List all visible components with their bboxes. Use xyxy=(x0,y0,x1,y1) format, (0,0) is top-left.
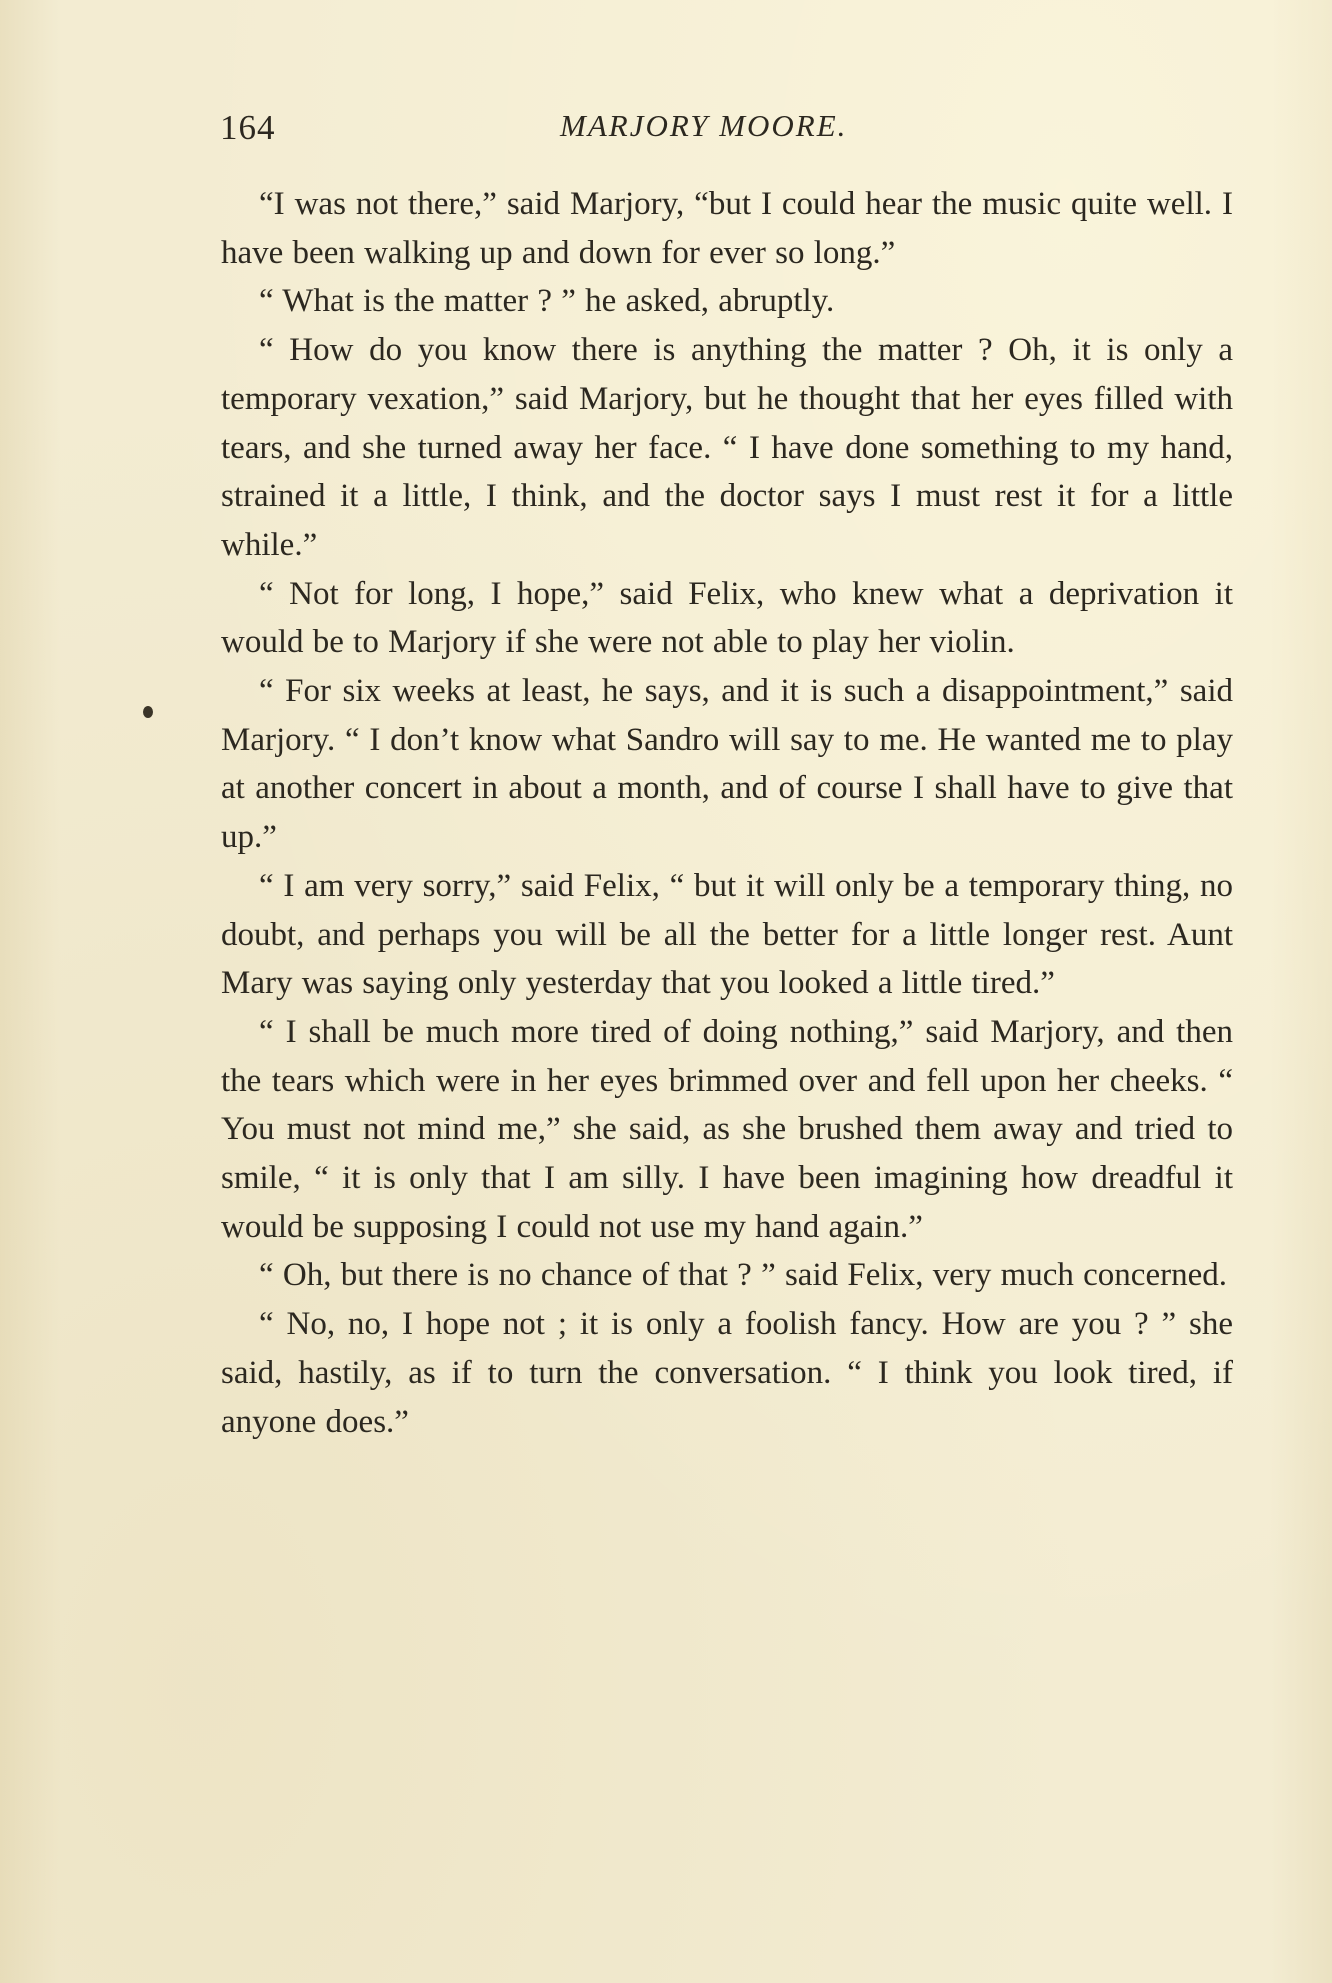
paragraph: “ What is the matter ? ” he asked, abruptly. xyxy=(259,283,835,320)
page-number: 164 xyxy=(220,108,276,147)
paragraph: “ How do you know there is anything the matter ? Oh, it is only a temporary vexation,” said Marjory, but he thought that her eyes filled with tears, and she turned away her face. “ I have done something to my hand, strained it a little, I think, and the doctor says I must rest it for a little while.” xyxy=(221,332,1233,563)
paragraph: “ I am very sorry,” said Felix, “ but it will only be a temporary thing, no doubt, and perhaps you will be all the better for a little longer rest. Aunt Mary was saying only yesterday that you looked a little tired.” xyxy=(221,867,1233,1002)
paragraph: “ I shall be much more tired of doing nothing,” said Marjory, and then the tears which were in her eyes brimmed over and fell upon her cheeks. “ You must not mind me,” she said, as she brushed them away and tried to smile, “ it is only that I am silly. I have been imagining how dreadful it would be supposing I could not use my hand again.” xyxy=(221,1013,1233,1245)
paragraph: “ No, no, I hope not ; it is only a foolish fancy. How are you ? ” she said, hastily, as if to turn the conversation. “ I think you look tired, if anyone does.” xyxy=(221,1306,1233,1440)
paragraph: “ For six weeks at least, he says, and it is such a disappointment,” said Marjory. “ I don’t know what Sandro will say to me. He wanted me to play at another concert in about a month, and of course I shall have to give that up.” xyxy=(221,673,1233,856)
paragraph: “ Oh, but there is no chance of that ? ” said Felix, very much concerned. xyxy=(259,1257,1227,1294)
running-head xyxy=(220,100,1235,150)
paragraph: “ Not for long, I hope,” said Felix, who knew what a deprivation it would be to Marjory if she were not able to play her violin. xyxy=(221,575,1233,661)
ink-spot xyxy=(143,706,153,718)
running-title: MARJORY MOORE. xyxy=(560,108,848,143)
body-text xyxy=(221,180,1233,1446)
paragraph: “I was not there,” said Marjory, “but I could hear the music quite well. I have been walking up and down for ever so long.” xyxy=(221,186,1233,271)
